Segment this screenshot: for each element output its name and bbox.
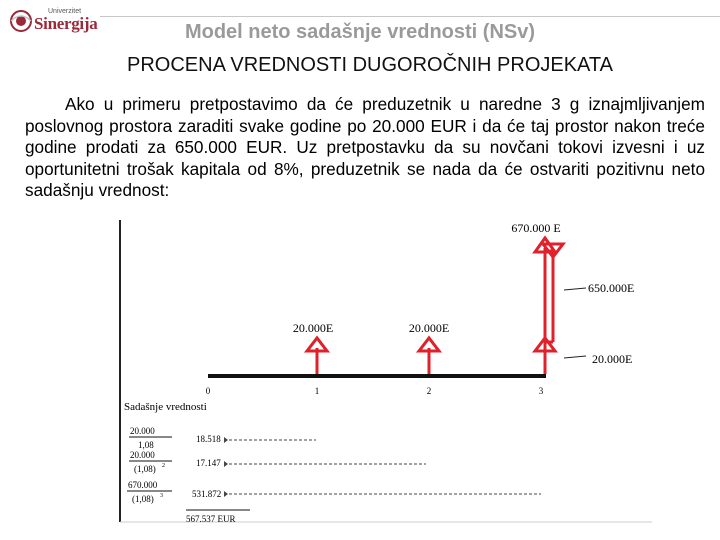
pv-row-3-denominator: (1,08) xyxy=(132,494,154,504)
pv-row-1-numerator: 20.000 xyxy=(130,426,155,436)
pv-row-2-exponent: 2 xyxy=(162,463,165,469)
header-divider xyxy=(100,16,720,17)
pv-row-2-numerator: 20.000 xyxy=(130,450,155,460)
cash-inflow-arrow-2 xyxy=(419,338,439,374)
page-title: Model neto sadašnje vrednosti (NSv) xyxy=(184,21,536,43)
year1-rent-label: 20.000E xyxy=(292,321,334,335)
pv-total: 567.537 EUR xyxy=(186,514,236,524)
pv-row-1-value: 18.518 xyxy=(196,434,221,444)
year3-rent-label: 20.000E xyxy=(592,352,633,366)
sale-value-label: 650.000E xyxy=(588,281,635,295)
logo-name: Sinergija xyxy=(34,14,98,33)
pv-row-2-denominator: (1,08) xyxy=(134,464,156,474)
year3-rent-leader xyxy=(564,356,586,358)
pv-row-1 xyxy=(129,426,316,450)
logo-superscript: Univerzitet xyxy=(48,8,82,15)
pv-row-3 xyxy=(127,480,541,504)
pv-title: Sadašnje vrednosti xyxy=(124,401,207,413)
cash-flow-diagram xyxy=(116,218,656,524)
pv-row-1-denominator: 1,08 xyxy=(138,440,154,450)
top-total-label: 670.000 E xyxy=(511,221,561,235)
sale-value-leader xyxy=(564,288,586,290)
page-subtitle: PROCENA VREDNOSTI DUGOROČNIH PROJEKATA xyxy=(127,54,613,76)
pv-row-2-value: 17.147 xyxy=(196,458,221,468)
body-paragraph: Ako u primeru pretpostavimo da će preduzetnik u naredne 3 g iznajmljivanjem poslovnog prostora zaraditi svake godine po 20.000 EUR i da će taj prostor nakon treće godine prodati za 650.000 EUR. Uz pretpostavku da su novčani tokovi izvesni i uz oportunitetni trošak kapitala od 8%, preduzetnik se nada da će ostvariti pozitivnu neto sadašnju vrednost: xyxy=(25,94,705,200)
pv-row-3-exponent: 3 xyxy=(160,493,163,499)
timeline-label-2: 2 xyxy=(426,386,432,396)
timeline-label-3: 3 xyxy=(538,386,544,396)
cash-inflow-arrow-1 xyxy=(307,338,327,374)
pv-row-3-value: 531.872 xyxy=(192,489,222,499)
pv-row-2 xyxy=(129,450,426,474)
timeline-label-1: 1 xyxy=(314,386,320,396)
timeline-label-0: 0 xyxy=(205,386,211,396)
year2-rent-label: 20.000E xyxy=(408,321,450,335)
pv-row-3-numerator: 670.000 xyxy=(128,480,158,490)
